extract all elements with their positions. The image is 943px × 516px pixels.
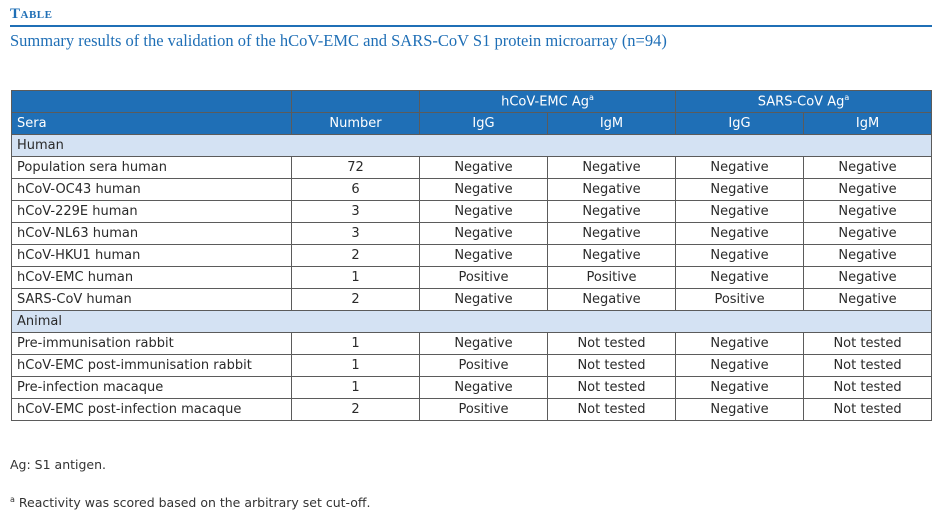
result-cell: Negative	[676, 355, 804, 377]
section-label: Human	[12, 135, 932, 157]
result-cell: Negative	[548, 289, 676, 311]
result-cell: Negative	[420, 179, 548, 201]
number-cell: 72	[292, 157, 420, 179]
result-cell: Not tested	[804, 355, 932, 377]
result-cell: Positive	[420, 267, 548, 289]
result-cell: Negative	[548, 179, 676, 201]
sera-cell: hCoV-EMC post-infection macaque	[12, 399, 292, 421]
number-cell: 3	[292, 201, 420, 223]
sera-cell: Pre-infection macaque	[12, 377, 292, 399]
sars-igg-header: IgG	[676, 113, 804, 135]
sars-igm-header: IgM	[804, 113, 932, 135]
result-cell: Negative	[420, 245, 548, 267]
table-row	[12, 355, 932, 377]
number-cell: 2	[292, 245, 420, 267]
section-row	[12, 135, 932, 157]
sera-cell: Population sera human	[12, 157, 292, 179]
result-cell: Negative	[420, 377, 548, 399]
result-cell: Negative	[804, 267, 932, 289]
blank-header-cell	[12, 91, 292, 113]
result-cell: Negative	[676, 377, 804, 399]
table-row	[12, 179, 932, 201]
footnote-antigen: Ag: S1 antigen.	[10, 457, 107, 472]
group-header-row	[12, 91, 932, 113]
table-label: Table	[10, 6, 53, 22]
result-cell: Negative	[804, 201, 932, 223]
sera-cell: hCoV-229E human	[12, 201, 292, 223]
table-row	[12, 157, 932, 179]
result-cell: Not tested	[804, 377, 932, 399]
result-cell: Negative	[420, 201, 548, 223]
emc-igm-header: IgM	[548, 113, 676, 135]
sera-cell: Pre-immunisation rabbit	[12, 333, 292, 355]
result-cell: Negative	[548, 157, 676, 179]
number-cell: 2	[292, 289, 420, 311]
result-cell: Not tested	[804, 399, 932, 421]
section-row	[12, 311, 932, 333]
number-cell: 1	[292, 355, 420, 377]
sera-cell: hCoV-EMC post-immunisation rabbit	[12, 355, 292, 377]
result-cell: Not tested	[548, 355, 676, 377]
sera-cell: hCoV-NL63 human	[12, 223, 292, 245]
result-cell: Negative	[548, 245, 676, 267]
result-cell: Negative	[804, 179, 932, 201]
result-cell: Negative	[804, 157, 932, 179]
table-row	[12, 399, 932, 421]
result-cell: Not tested	[548, 333, 676, 355]
result-cell: Negative	[804, 245, 932, 267]
table-row	[12, 245, 932, 267]
hcov-emc-group-header: hCoV-EMC Ag$^a$	[420, 91, 676, 113]
result-cell: Negative	[676, 333, 804, 355]
emc-igg-header: IgG	[420, 113, 548, 135]
title-rule	[10, 25, 932, 27]
sera-cell: SARS-CoV human	[12, 289, 292, 311]
result-cell: Positive	[420, 399, 548, 421]
result-cell: Negative	[676, 179, 804, 201]
table-row	[12, 201, 932, 223]
table-row	[12, 289, 932, 311]
section-label: Animal	[12, 311, 932, 333]
result-cell: Negative	[804, 289, 932, 311]
results-table	[11, 90, 932, 421]
sars-cov-group-header: SARS-CoV Ag$^a$	[676, 91, 932, 113]
number-cell: 6	[292, 179, 420, 201]
result-cell: Not tested	[804, 333, 932, 355]
table-row	[12, 333, 932, 355]
sera-cell: hCoV-HKU1 human	[12, 245, 292, 267]
number-cell: 3	[292, 223, 420, 245]
result-cell: Negative	[548, 223, 676, 245]
result-cell: Negative	[804, 223, 932, 245]
result-cell: Negative	[676, 223, 804, 245]
result-cell: Negative	[676, 157, 804, 179]
column-header-row	[12, 113, 932, 135]
result-cell: Not tested	[548, 377, 676, 399]
sera-cell: hCoV-EMC human	[12, 267, 292, 289]
result-cell: Positive	[420, 355, 548, 377]
result-cell: Not tested	[548, 399, 676, 421]
number-header: Number	[292, 113, 420, 135]
blank-header-cell	[292, 91, 420, 113]
number-cell: 1	[292, 333, 420, 355]
sera-header: Sera	[12, 113, 292, 135]
table-title: Summary results of the validation of the hCoV-EMC and SARS-CoV S1 protein microarray (n=94)	[10, 31, 667, 50]
footnote-reactivity: $^a$ Reactivity was scored based on the arbitrary set cut-off.	[10, 495, 371, 511]
result-cell: Negative	[420, 223, 548, 245]
result-cell: Negative	[420, 157, 548, 179]
number-cell: 2	[292, 399, 420, 421]
result-cell: Negative	[420, 289, 548, 311]
table-row	[12, 223, 932, 245]
result-cell: Positive	[548, 267, 676, 289]
result-cell: Negative	[676, 399, 804, 421]
result-cell: Negative	[548, 201, 676, 223]
result-cell: Negative	[676, 267, 804, 289]
table-row	[12, 267, 932, 289]
table-row	[12, 377, 932, 399]
result-cell: Negative	[676, 201, 804, 223]
number-cell: 1	[292, 377, 420, 399]
number-cell: 1	[292, 267, 420, 289]
sera-cell: hCoV-OC43 human	[12, 179, 292, 201]
result-cell: Positive	[676, 289, 804, 311]
result-cell: Negative	[676, 245, 804, 267]
result-cell: Negative	[420, 333, 548, 355]
